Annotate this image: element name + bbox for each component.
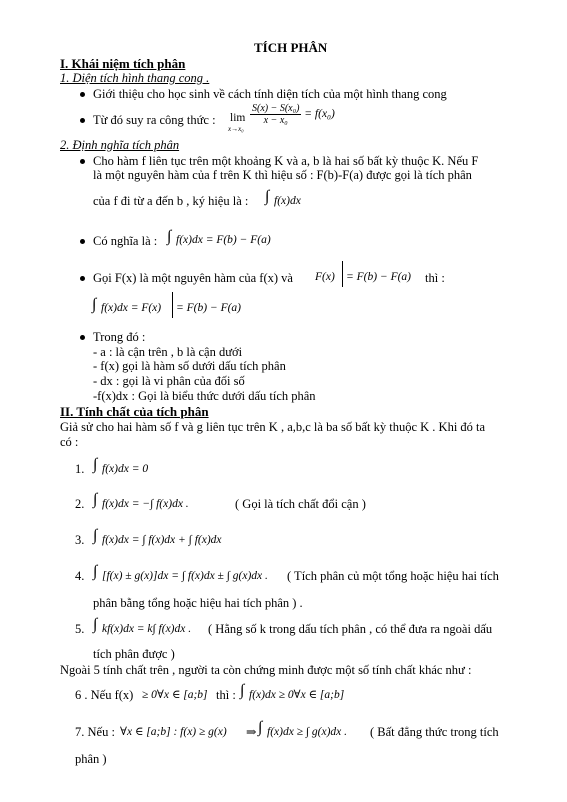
integral-icon: ∫ — [258, 719, 263, 736]
bullet-icon — [80, 159, 85, 164]
property-note: phân bằng tổng hoặc hiệu hai tích phân ) . — [93, 596, 303, 610]
property-note: ( Gọi là tích chất đổi cận ) — [235, 497, 366, 511]
integral-icon: ∫ — [92, 296, 97, 313]
text-line: Cho hàm f liên tục trên một khoảng K và a, b là hai số bất kỳ thuộc K. Nếu F — [93, 154, 479, 168]
page-title: TÍCH PHÂN — [254, 40, 328, 55]
property-note: ( Hằng số k trong dấu tích phân , có thể đưa ra ngoài dấu — [208, 622, 493, 636]
definition-item: -f(x)dx : Gọi là biểu thức dưới dấu tích phân — [93, 389, 316, 403]
property-note: tích phân được ) — [93, 647, 175, 661]
definition-item: - a : là cận trên , b là cận dưới — [93, 345, 243, 359]
limit-subscript: x→x₀ — [228, 125, 244, 133]
eval-expression-right: = F(b) − F(a) — [346, 271, 412, 283]
text-line: Trong đó : — [93, 330, 146, 344]
integral-expression: f(x)dx = F(x) — [101, 302, 162, 314]
text-line: thì : — [425, 271, 445, 285]
eval-expression-right: = F(b) − F(a) — [176, 302, 242, 314]
integral-icon: ∫ — [93, 527, 98, 544]
property-number: 1. — [75, 462, 85, 476]
integral-icon: ∫ — [240, 682, 245, 699]
bullet-icon — [80, 239, 85, 244]
integral-icon: ∫ — [93, 491, 98, 508]
integral-icon: ∫ — [93, 563, 98, 580]
text-line: Giới thiệu cho học sinh về cách tính diện tích của một hình thang cong — [93, 87, 447, 101]
property-6-formula: f(x)dx ≥ 0∀x ∈ [a;b] — [249, 689, 345, 701]
eval-expression-left: F(x) — [315, 271, 335, 283]
text-line: Gọi F(x) là một nguyên hàm của f(x) và — [93, 271, 293, 285]
subsection-1-2-heading: 2. Định nghĩa tích phân — [60, 138, 180, 152]
property-note: phân ) — [75, 752, 107, 766]
section-1-heading: I. Khái niệm tích phân — [60, 56, 186, 71]
text-line: Có nghĩa là : — [93, 234, 158, 248]
property-formula: f(x)dx = ∫ f(x)dx + ∫ f(x)dx — [102, 534, 222, 546]
property-number: 3. — [75, 533, 85, 547]
property-7-prefix: 7. Nếu : — [75, 725, 115, 739]
evaluation-bar — [172, 292, 173, 318]
integral-icon: ∫ — [93, 616, 98, 633]
property-formula: kf(x)dx = k∫ f(x)dx . — [102, 623, 192, 635]
bullet-icon — [80, 118, 85, 123]
integral-expression: f(x)dx = F(b) − F(a) — [176, 234, 271, 246]
property-note: ( Tích phân củ một tổng hoặc hiệu hai tích — [287, 569, 499, 583]
section-2-heading: II. Tính chất của tích phân — [60, 404, 209, 419]
property-formula: f(x)dx = −∫ f(x)dx . — [102, 498, 189, 510]
bullet-icon — [80, 92, 85, 97]
definition-item: - f(x) gọi là hàm số dưới dấu tích phân — [93, 359, 286, 373]
bullet-icon — [80, 276, 85, 281]
property-7-condition: ∀x ∈ [a;b] : f(x) ≥ g(x) — [120, 726, 227, 738]
text-line: Ngoài 5 tính chất trên , người ta còn chứng minh được một số tính chất khác như : — [60, 663, 472, 677]
limit-formula: lim — [230, 112, 246, 124]
text-line: Từ đó suy ra công thức : — [93, 113, 216, 127]
evaluation-bar — [342, 261, 343, 287]
definition-item: - dx : gọi là vi phân của đối số — [93, 374, 245, 388]
text-line: thì : — [216, 688, 236, 702]
integral-icon: ∫ — [167, 228, 172, 245]
subsection-1-1-heading: 1. Diện tích hình thang cong . — [60, 71, 210, 85]
property-formula: [f(x) ± g(x)]dx = ∫ f(x)dx ± ∫ g(x)dx . — [102, 570, 268, 582]
integral-icon: ∫ — [265, 188, 270, 205]
bullet-icon — [80, 335, 85, 340]
property-formula: f(x)dx = 0 — [102, 463, 149, 475]
property-6-prefix: 6 . Nếu f(x) — [75, 688, 134, 702]
text-line: Giả sử cho hai hàm số f và g liên tục trên K , a,b,c là ba số bất kỳ thuộc K . Khi đó ta — [60, 420, 486, 434]
text-line: là một nguyên hàm của f trên K thì hiệu số : F(b)-F(a) được gọi là tích phân — [93, 168, 472, 182]
property-6-condition: ≥ 0∀x ∈ [a;b] — [142, 689, 208, 701]
text-line: có : — [60, 435, 79, 449]
property-note: ( Bất đẳng thức trong tích — [370, 725, 499, 739]
text-line: của f đi từ a đến b , ký hiệu là : — [93, 194, 249, 208]
difference-quotient: $\frac{\text{S(x) − S(x₀)}}{\text{x − x₀}}$ = f(x₀) — [252, 103, 335, 126]
property-7-formula: f(x)dx ≥ ∫ g(x)dx . — [267, 726, 348, 738]
integral-icon: ∫ — [93, 456, 98, 473]
implies-icon: ⇒ — [246, 725, 257, 739]
integral-expression: f(x)dx — [274, 195, 301, 207]
property-number: 2. — [75, 497, 85, 511]
property-number: 5. — [75, 622, 85, 636]
property-number: 4. — [75, 569, 85, 583]
